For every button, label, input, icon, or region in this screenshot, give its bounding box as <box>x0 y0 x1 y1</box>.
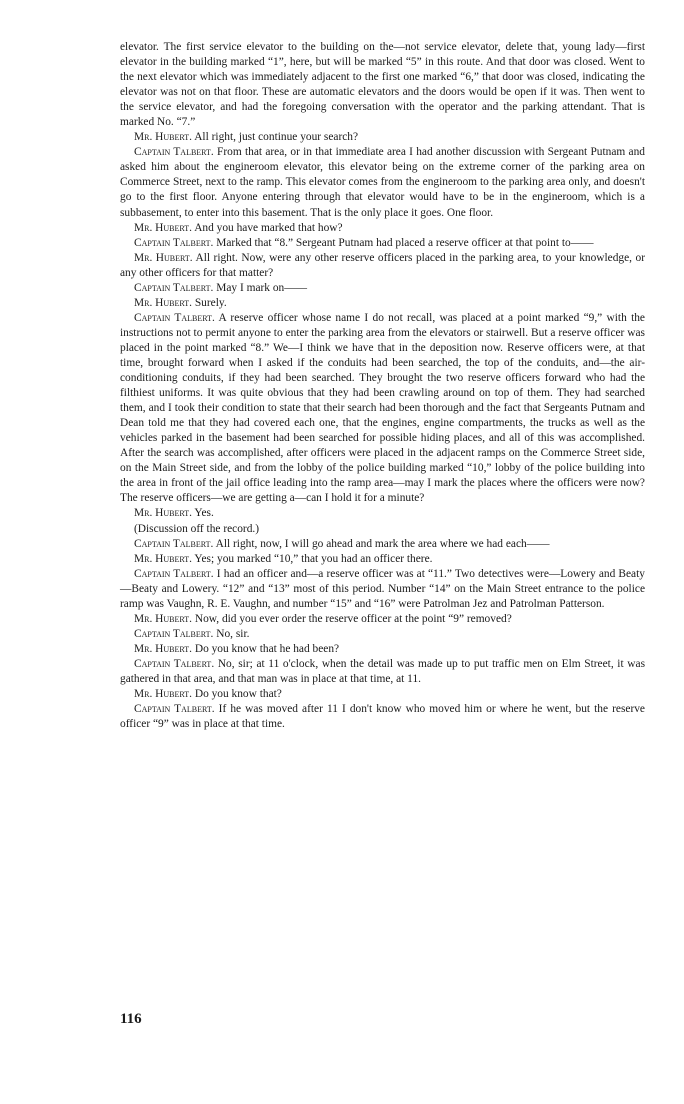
paragraph <box>120 552 645 567</box>
paragraph-text: elevator. The first service elevator to the building on the—not service elevator, delete that, young lady—first elevator in the building marked “1”, here, but will be marked “5” in this route. And that door was closed. Went to the next elevator which was immediately adjacent to the first one marked “6,” that door was closed, indicating the elevator was not on that floor. These are automatic elevators and the doors would be open if it was. Then went to the service elevator, and had the foregoing conversation with the operator and the parking attendant. That is marked No. “7.” <box>120 41 645 129</box>
speaker-label: Captain Talbert. <box>134 567 214 580</box>
speaker-label: Captain Talbert. <box>134 146 214 159</box>
paragraph <box>120 657 645 687</box>
speaker-label: Captain Talbert. <box>134 657 215 670</box>
paragraph-text: No, sir; at 11 o'clock, when the detail was made up to put traffic men on Elm Street, it was gathered in that area, and that man was in place at that time, at 11. <box>120 657 645 685</box>
paragraph-text: Surely. <box>194 296 227 309</box>
speaker-label: Captain Talbert. <box>134 311 215 324</box>
paragraph-text: Marked that “8.” Sergeant Putnam had placed a reserve officer at that point to—— <box>216 236 594 249</box>
paragraph-text: Do you know that he had been? <box>194 642 340 655</box>
paragraph <box>120 627 645 642</box>
speaker-label: Mr. Hubert. <box>134 552 192 565</box>
paragraph <box>120 702 645 732</box>
paragraph <box>120 612 645 627</box>
speaker-label: Mr. Hubert. <box>134 296 192 309</box>
speaker-label: Mr. Hubert. <box>134 642 192 655</box>
paragraph <box>120 40 645 130</box>
paragraph <box>120 296 645 311</box>
paragraph-text: Yes. <box>194 507 214 520</box>
speaker-label: Mr. Hubert. <box>134 507 192 520</box>
speaker-label: Captain Talbert. <box>134 236 214 249</box>
speaker-label: Captain Talbert. <box>134 627 214 640</box>
paragraph-text: (Discussion off the record.) <box>134 522 260 535</box>
paragraph-text: May I mark on—— <box>216 281 308 294</box>
paragraph-text: I had an officer and—a reserve officer was at “11.” Two detectives were—Lowery and Beaty—Beaty and Lowery. “12” and “13” most of this period. Number “14” on the Main Street entrance to the police ramp was Vaughn, R. E. Vaughn, and number “15” and “16” were Patrolman Jez and Patrolman Patterson. <box>120 567 645 610</box>
paragraph <box>120 567 645 612</box>
paragraph-text: All right, now, I will go ahead and mark the area where we had each—— <box>215 537 550 550</box>
paragraph <box>120 130 645 145</box>
paragraph-text: All right, just continue your search? <box>194 131 359 144</box>
paragraph-text: And you have marked that how? <box>194 221 343 234</box>
paragraph <box>120 537 645 552</box>
paragraph-text: Yes; you marked “10,” that you had an officer there. <box>194 552 433 565</box>
paragraph <box>120 251 645 281</box>
paragraph <box>120 642 645 657</box>
paragraph <box>120 687 645 702</box>
speaker-label: Captain Talbert. <box>134 537 214 550</box>
paragraph-text: If he was moved after 11 I don't know who moved him or where he went, but the reserve officer “9” was in place at that time. <box>120 703 645 731</box>
speaker-label: Mr. Hubert. <box>134 221 192 234</box>
paragraph <box>120 522 645 537</box>
paragraph-text: From that area, or in that immediate area I had another discussion with Sergeant Putnam and asked him about the engineroom elevator, this elevator being on the extreme corner of the parking area on Commerce Street, next to the ramp. This elevator comes from the engineroom to the parking area only, and doesn't go to the first floor. Anyone entering through that elevator would have to be in the engineroom, which is a subbasement, to enter into this basement. That is the only place it goes. One floor. <box>120 146 645 219</box>
paragraph <box>120 506 645 521</box>
paragraph-text: Do you know that? <box>194 688 282 701</box>
speaker-label: Mr. Hubert. <box>134 688 192 701</box>
paragraph <box>120 221 645 236</box>
paragraph <box>120 236 645 251</box>
paragraph-text: A reserve officer whose name I do not recall, was placed at a point marked “9,” with the instructions not to permit anyone to enter the parking area from the elevators or stairwell. But a reserve officer was placed in the point marked “8.” We—I think we have that in the deposition now. Reserve officers were, at that time, brought forward when I asked if the conduits had been searched, the top of the conduits, and—the air-conditioning conduits, if they had been searched. They brought the two reserve officers forward who had the filthiest uniforms. It was quite obvious that they had been crawling around on top of them. They had searched them, and I took their condition to state that their search had been thorough and the fact that Sergeants Putnam and Dean told me that they had covered each one, that the engines, engine compartments, the trucks as well as the vehicles parked in the basement had been searched for possible hiding places, and all of this was accomplished. After the search was accomplished, after officers were placed in the adjacent ramps on the Commerce Street side, on the Main Street side, and from the lobby of the police building marked “10,” lobby of the police building into the area in front of the jail office leading into the ramp area—may I mark the places where the officers were now? The reserve officers—we are getting a—can I hold it for a minute? <box>120 311 645 505</box>
paragraph-text: All right. Now, were any other reserve officers placed in the parking area, to your knowledge, or any other officers for that matter? <box>120 251 645 279</box>
speaker-label: Mr. Hubert. <box>134 251 193 264</box>
speaker-label: Captain Talbert. <box>134 281 214 294</box>
paragraph-text: No, sir. <box>216 627 250 640</box>
paragraph-text: Now, did you ever order the reserve officer at the point “9” removed? <box>194 612 512 625</box>
transcript-page <box>120 40 645 732</box>
speaker-label: Mr. Hubert. <box>134 131 192 144</box>
speaker-label: Captain Talbert. <box>134 703 215 716</box>
paragraph <box>120 145 645 220</box>
paragraph <box>120 281 645 296</box>
page-number: 116 <box>120 1011 142 1027</box>
speaker-label: Mr. Hubert. <box>134 612 192 625</box>
paragraph <box>120 311 645 507</box>
